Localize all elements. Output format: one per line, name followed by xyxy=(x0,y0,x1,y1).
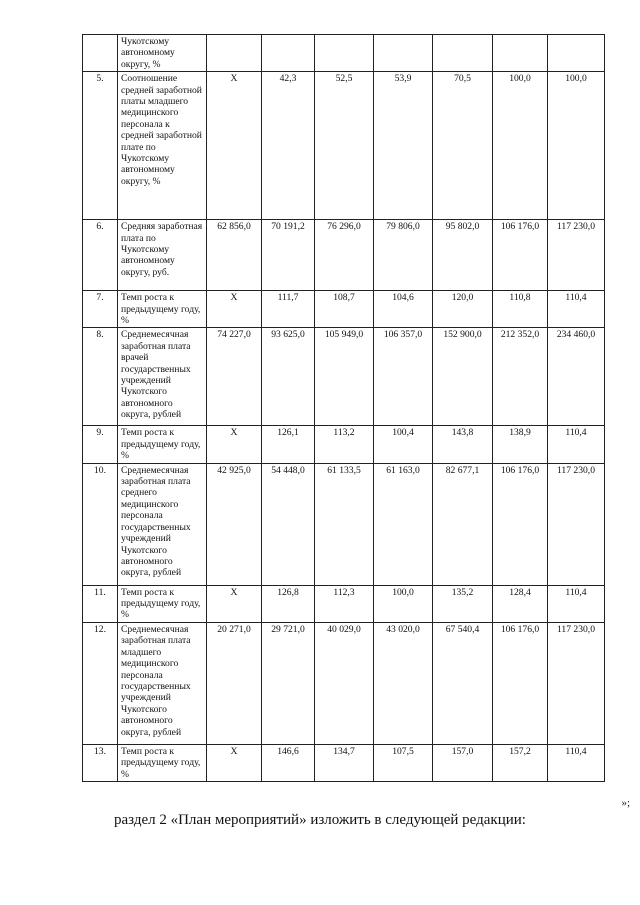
value-cell: 105 949,0 xyxy=(315,328,374,426)
indicator-description-cell: Среднемесячная заработная плата среднего медицинского персонала государственных учреждений Чукотского автономного округа, рублей xyxy=(118,463,207,585)
row-number-cell: 13. xyxy=(83,744,118,781)
indicators-table xyxy=(82,34,605,782)
value-cell: 120,0 xyxy=(433,291,493,328)
table-row xyxy=(83,744,605,781)
value-cell: 82 677,1 xyxy=(433,463,493,585)
value-cell: 100,4 xyxy=(374,426,433,463)
row-number-cell: 12. xyxy=(83,622,118,744)
value-cell: 106 176,0 xyxy=(493,622,548,744)
value-cell: 135,2 xyxy=(433,585,493,622)
value-cell: 61 133,5 xyxy=(315,463,374,585)
table-row xyxy=(83,72,605,220)
value-cell: 52,5 xyxy=(315,72,374,220)
value-cell: 93 625,0 xyxy=(262,328,315,426)
section-instruction-text: раздел 2 «План мероприятий» изложить в следующей редакции: xyxy=(114,812,526,828)
table-row xyxy=(83,622,605,744)
row-number-cell: 7. xyxy=(83,291,118,328)
table-row xyxy=(83,463,605,585)
table-row xyxy=(83,328,605,426)
value-cell: 70,5 xyxy=(433,72,493,220)
value-cell: 54 448,0 xyxy=(262,463,315,585)
value-cell: 157,2 xyxy=(493,744,548,781)
value-cell: 74 227,0 xyxy=(207,328,262,426)
value-cell xyxy=(315,35,374,72)
row-number-cell: 5. xyxy=(83,72,118,220)
value-cell: 138,9 xyxy=(493,426,548,463)
value-cell: 61 163,0 xyxy=(374,463,433,585)
value-cell: 212 352,0 xyxy=(493,328,548,426)
indicator-description-cell: Темп роста к предыдущему году, % xyxy=(118,291,207,328)
value-cell xyxy=(207,35,262,72)
value-cell: 234 460,0 xyxy=(548,328,605,426)
value-cell: 110,8 xyxy=(493,291,548,328)
value-cell: 146,6 xyxy=(262,744,315,781)
value-cell: 117 230,0 xyxy=(548,463,605,585)
value-cell: 106 176,0 xyxy=(493,220,548,291)
row-number-cell: 8. xyxy=(83,328,118,426)
value-cell: 126,1 xyxy=(262,426,315,463)
value-cell: 152 900,0 xyxy=(433,328,493,426)
value-cell: 110,4 xyxy=(548,744,605,781)
value-cell: 62 856,0 xyxy=(207,220,262,291)
indicator-description-cell: Среднемесячная заработная плата младшего медицинского персонала государственных учреждений Чукотского автономного округа, рублей xyxy=(118,622,207,744)
value-cell xyxy=(374,35,433,72)
table-row xyxy=(83,35,605,72)
value-cell: 79 806,0 xyxy=(374,220,433,291)
value-cell: 100,0 xyxy=(374,585,433,622)
value-cell: X xyxy=(207,744,262,781)
value-cell: X xyxy=(207,291,262,328)
value-cell: 108,7 xyxy=(315,291,374,328)
closing-quote-mark: »; xyxy=(621,797,630,809)
value-cell: 43 020,0 xyxy=(374,622,433,744)
value-cell: 67 540,4 xyxy=(433,622,493,744)
table-body xyxy=(83,35,605,782)
indicator-description-cell: Среднемесячная заработная плата врачей государственных учреждений Чукотского автономного округа, рублей xyxy=(118,328,207,426)
indicator-description-cell: Темп роста к предыдущему году, % xyxy=(118,744,207,781)
indicator-description-cell: Соотношение средней заработной платы младшего медицинского персонала к средней заработной плате по Чукотскому автономному округу, % xyxy=(118,72,207,220)
value-cell: X xyxy=(207,72,262,220)
row-number-cell: 11. xyxy=(83,585,118,622)
value-cell: 42,3 xyxy=(262,72,315,220)
value-cell: 110,4 xyxy=(548,585,605,622)
value-cell xyxy=(262,35,315,72)
value-cell: 95 802,0 xyxy=(433,220,493,291)
value-cell: 20 271,0 xyxy=(207,622,262,744)
value-cell: 70 191,2 xyxy=(262,220,315,291)
table-row xyxy=(83,291,605,328)
row-number-cell: 10. xyxy=(83,463,118,585)
row-number-cell: 9. xyxy=(83,426,118,463)
value-cell: 143,8 xyxy=(433,426,493,463)
value-cell: 110,4 xyxy=(548,291,605,328)
value-cell: 126,8 xyxy=(262,585,315,622)
value-cell: 104,6 xyxy=(374,291,433,328)
row-number-cell: 6. xyxy=(83,220,118,291)
table-row xyxy=(83,426,605,463)
value-cell: 76 296,0 xyxy=(315,220,374,291)
value-cell: 111,7 xyxy=(262,291,315,328)
value-cell: 42 925,0 xyxy=(207,463,262,585)
value-cell: 134,7 xyxy=(315,744,374,781)
value-cell: 107,5 xyxy=(374,744,433,781)
value-cell: 117 230,0 xyxy=(548,622,605,744)
value-cell: 128,4 xyxy=(493,585,548,622)
value-cell: X xyxy=(207,426,262,463)
value-cell: 106 357,0 xyxy=(374,328,433,426)
value-cell xyxy=(548,35,605,72)
indicator-description-cell: Темп роста к предыдущему году, % xyxy=(118,585,207,622)
indicator-description-cell: Чукотскому автономному округу, % xyxy=(118,35,207,72)
value-cell: 117 230,0 xyxy=(548,220,605,291)
table-row xyxy=(83,585,605,622)
value-cell: 110,4 xyxy=(548,426,605,463)
indicator-description-cell: Средняя заработная плата по Чукотскому автономному округу, руб. xyxy=(118,220,207,291)
table-row xyxy=(83,220,605,291)
value-cell: 100,0 xyxy=(548,72,605,220)
row-number-cell xyxy=(83,35,118,72)
value-cell: 40 029,0 xyxy=(315,622,374,744)
value-cell xyxy=(493,35,548,72)
value-cell: 100,0 xyxy=(493,72,548,220)
value-cell: 53,9 xyxy=(374,72,433,220)
indicator-description-cell: Темп роста к предыдущему году, % xyxy=(118,426,207,463)
value-cell: 29 721,0 xyxy=(262,622,315,744)
value-cell: 113,2 xyxy=(315,426,374,463)
value-cell: 157,0 xyxy=(433,744,493,781)
value-cell: X xyxy=(207,585,262,622)
value-cell: 106 176,0 xyxy=(493,463,548,585)
value-cell: 112,3 xyxy=(315,585,374,622)
value-cell xyxy=(433,35,493,72)
